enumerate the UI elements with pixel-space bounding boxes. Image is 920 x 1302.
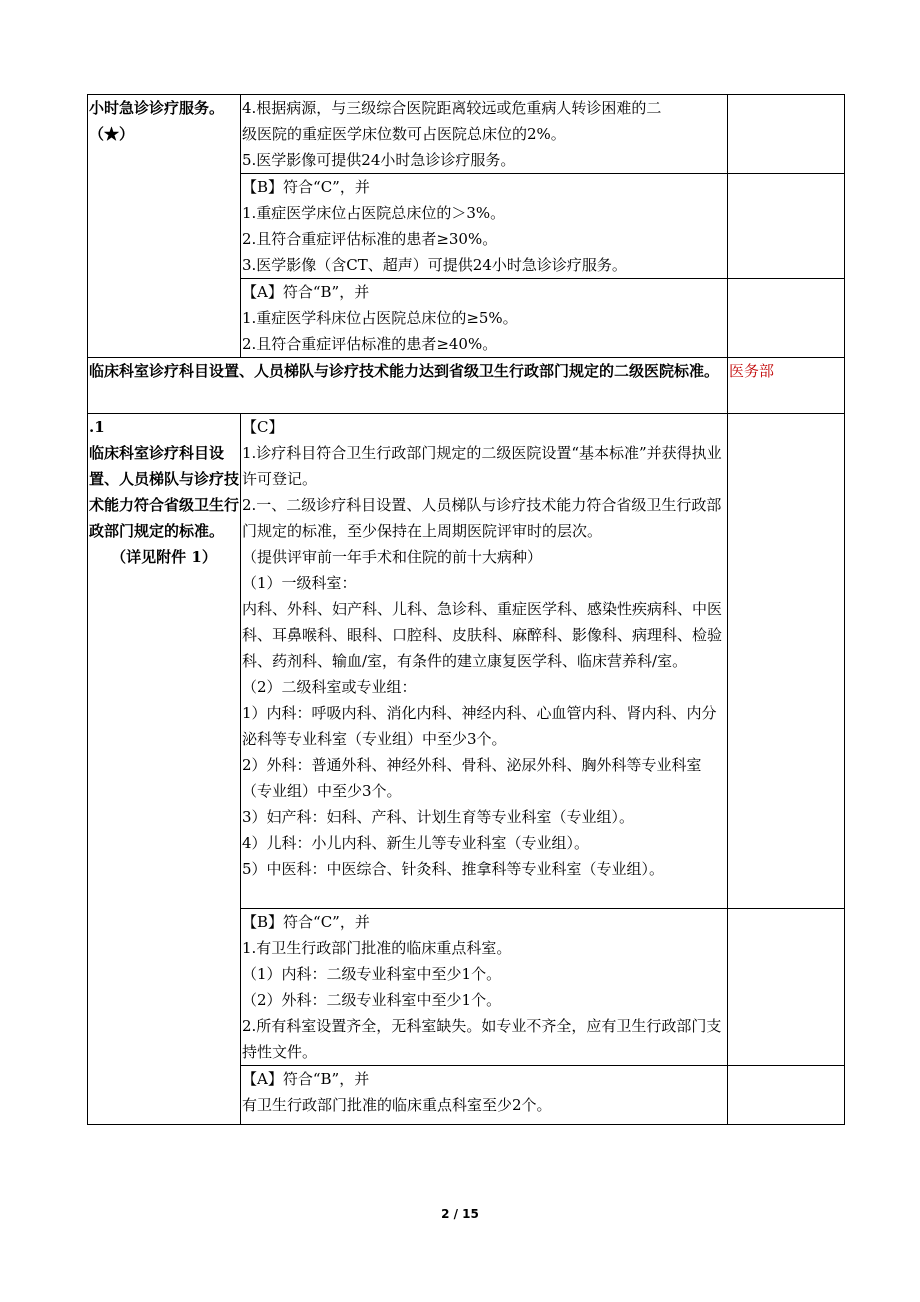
text-line: 1.重症医学科床位占医院总床位的≥5%。 [242,309,518,327]
department-cell [728,414,845,909]
criterion-text-1: 小时急诊诊疗服务。 [89,99,225,117]
text-line: 【A】符合“B”，并 [242,283,370,301]
standards-table [87,94,845,1125]
text-line: 有卫生行政部门批准的临床重点科室至少2个。 [242,1096,552,1114]
text-line: 【B】符合“C”，并 [242,178,370,196]
item-note: （详见附件 1） [111,548,217,566]
department-label: 医务部 [728,358,845,414]
text-line: 内科、外科、妇产科、儿科、急诊科、重症医学科、感染性疾病科、中医科、耳鼻喉科、眼科、口腔科、皮肤科、麻醉科、影像科、病理科、检验科、药剂科、输血/室，有条件的建立康复医学科、临床营养科/室。 [242,600,723,670]
text-line: （1）内科：二级专业科室中至少1个。 [242,965,502,983]
department-cell [728,279,845,358]
text-line: 5.医学影像可提供24小时急诊诊疗服务。 [242,151,516,169]
text-line: 2.且符合重症评估标准的患者≥40%。 [242,335,498,353]
text-line: 【A】符合“B”，并 [242,1070,370,1088]
section-title [88,358,728,414]
criterion-cell [88,95,241,358]
grade-c-cell [241,414,728,909]
text-line: 3.医学影像（含CT、超声）可提供24小时急诊诊疗服务。 [242,256,627,274]
text-line: 【C】 [242,418,284,436]
text-line: 4）儿科：小儿内科、新生儿等专业科室（专业组）。 [242,834,590,852]
text-line: 1）内科：呼吸内科、消化内科、神经内科、心血管内科、肾内科、内分泌科等专业科室（专业组）中至少3个。 [242,704,717,748]
text-line: 4.根据病源，与三级综合医院距离较远或危重病人转诊困难的二 [242,99,662,117]
department-cell [728,174,845,279]
text-line: 2）外科：普通外科、神经外科、骨科、泌尿外科、胸外科等专业科室（专业组）中至少3个。 [242,756,702,800]
item-number: .1 [89,418,105,436]
item-title: 临床科室诊疗科目设置、人员梯队与诊疗技术能力符合省级卫生行政部门规定的标准。 [89,444,240,540]
text-line: 级医院的重症医学床位数可占医院总床位的2%。 [242,125,566,143]
table-row [88,414,845,909]
text-line: 5）中医科：中医综合、针灸科、推拿科等专业科室（专业组）。 [242,860,665,878]
item-cell [88,414,241,1125]
text-line: 1.有卫生行政部门批准的临床重点科室。 [242,939,512,957]
text-line: （1）一级科室： [242,574,357,592]
text-line: 1.重症医学床位占医院总床位的＞3%。 [242,204,506,222]
text-line: 3）妇产科：妇科、产科、计划生育等专业科室（专业组）。 [242,808,635,826]
table-row [88,95,845,174]
department-cell [728,95,845,174]
section-title-text: 临床科室诊疗科目设置、人员梯队与诊疗技术能力达到省级卫生行政部门规定的二级医院标准。 [89,362,720,380]
section-row [88,358,845,414]
page-number: 2 / 15 [441,1207,479,1221]
text-line: （2）外科：二级专业科室中至少1个。 [242,991,502,1009]
text-line: 2.且符合重症评估标准的患者≥30%。 [242,230,498,248]
grade-c-cell [241,95,728,174]
text-line: 1.诊疗科目符合卫生行政部门规定的二级医院设置“基本标准”并获得执业许可登记。 [242,444,722,488]
grade-b-cell [241,909,728,1066]
criterion-text-2: （★） [89,125,135,143]
text-line: 2.所有科室设置齐全，无科室缺失。如专业不齐全，应有卫生行政部门支持性文件。 [242,1017,722,1061]
text-line: 【B】符合“C”，并 [242,913,370,931]
grade-a-cell [241,279,728,358]
text-line: （2）二级科室或专业组： [242,678,417,696]
grade-b-cell [241,174,728,279]
text-line: 2.一、二级诊疗科目设置、人员梯队与诊疗技术能力符合省级卫生行政部门规定的标准，至少保持在上周期医院评审时的层次。 [242,496,722,540]
department-cell [728,909,845,1066]
text-line: （提供评审前一年手术和住院的前十大病种） [242,548,543,566]
department-cell [728,1066,845,1125]
grade-a-cell [241,1066,728,1125]
